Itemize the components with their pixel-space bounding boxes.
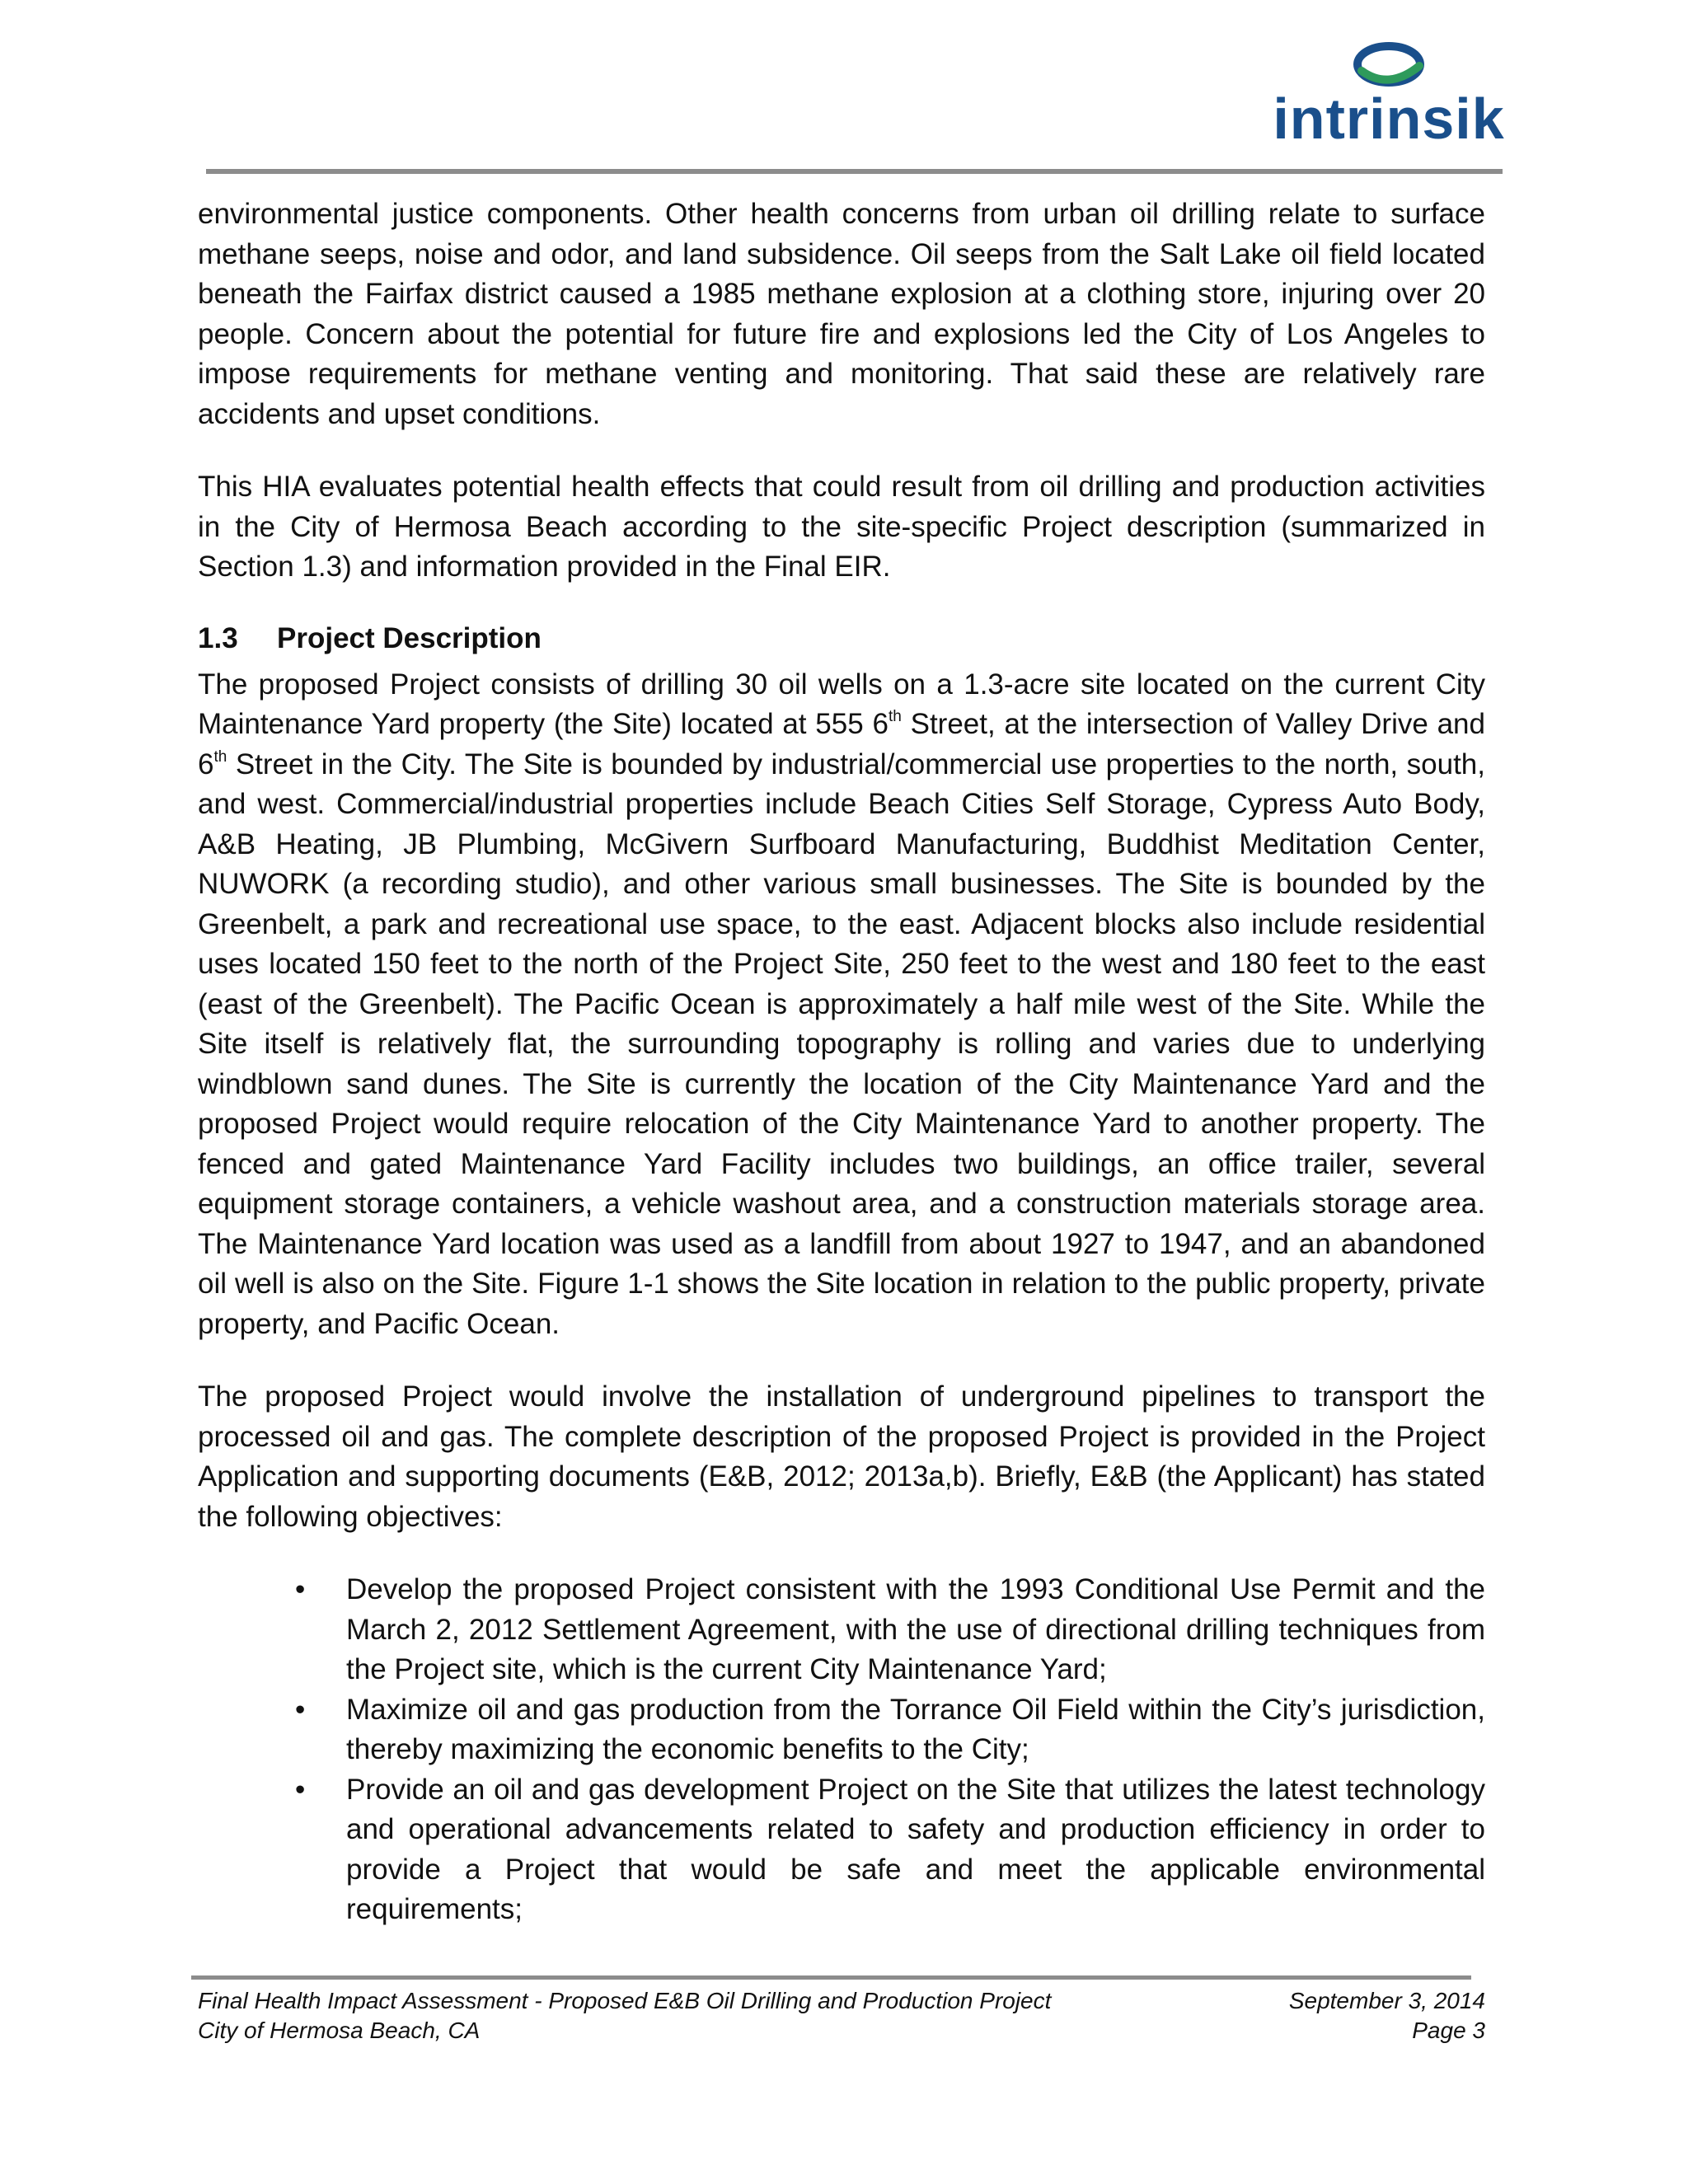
p3-text-c: Street in the City. The Site is bounded by industrial/commercial use properties to the north, south, and west. Commercial/industrial properties include Beach Cities Self Storage, Cypress Auto Body, A&B Heating, JB Plumbing, McGivern Surfboard Manufacturing, Buddhist Meditation Center, NUWORK (a recording studio), and other various small businesses. The Site is bounded by the Greenbelt, a park and recreational use space, to the east. Adjacent blocks also include residential uses located 150 feet to the north of the Project Site, 250 feet to the west and 180 feet to the east (east of the Greenbelt). The Pacific Ocean is approximately a half mile west of the Site. While the Site itself is relatively flat, the surrounding topography is rolling and varies due to underlying windblown sand dunes. The Site is currently the location of the City Maintenance Yard and the proposed Project would require relocation of the City Maintenance Yard to another property. The fenced and gated Maintenance Yard Facility includes two buildings, an office trailer, several equipment storage containers, a vehicle washout area, and a construction materials storage area. The Maintenance Yard location was used as a landfill from about 1927 to 1947, and an abandoned oil well is also on the Site. Figure 1-1 shows the Site location in relation to the public property, private property, and Pacific Ocean. bbox=[198, 748, 1485, 1340]
bullet-icon: • bbox=[295, 1693, 306, 1726]
p3-text-a: The proposed Project consists of drilling 30 oil wells on a 1.3-acre site located on the current City Maintenance Yard property (the Site) located at 555 6 bbox=[198, 668, 1485, 740]
list-item bbox=[198, 1570, 1485, 1690]
ordinal-superscript: th bbox=[213, 748, 227, 766]
section-heading bbox=[198, 619, 1485, 658]
list-item-text: Provide an oil and gas development Project on the Site that utilizes the latest technology and operational advancements related to safety and production efficiency in order to provide a Project that would be safe and meet the applicable environmental requirements; bbox=[346, 1773, 1485, 1925]
footer-page-number: Page 3 bbox=[1412, 2018, 1485, 2043]
logo-wordmark: intrinsik bbox=[1273, 87, 1505, 148]
intrinsik-logo bbox=[1269, 33, 1508, 148]
list-item-text: Develop the proposed Project consistent with the 1993 Conditional Use Permit and the March 2, 2012 Settlement Agreement, with the use of directional drilling techniques from the Project site, which is the current City Maintenance Yard; bbox=[346, 1573, 1485, 1685]
body-paragraph-2: This HIA evaluates potential health effects that could result from oil drilling and production activities in the City of Hermosa Beach according to the site-specific Project description (summarized in Section 1.3) and information provided in the Final EIR. bbox=[198, 471, 1485, 583]
list-item bbox=[198, 1690, 1485, 1770]
page-footer bbox=[198, 1986, 1485, 2046]
list-item-text: Maximize oil and gas production from the Torrance Oil Field within the City’s jurisdiction, thereby maximizing the economic benefits to the City; bbox=[346, 1693, 1485, 1765]
footer-location: City of Hermosa Beach, CA bbox=[198, 2018, 481, 2043]
ordinal-superscript: th bbox=[888, 708, 902, 725]
section-number: 1.3 bbox=[198, 621, 238, 654]
p3-text-b: Street, at the intersection of Valley Drive and 6 bbox=[198, 708, 1485, 780]
footer-rule bbox=[191, 1975, 1471, 1980]
body-paragraph-1: environmental justice components. Other health concerns from urban oil drilling relate to surface methane seeps, noise and odor, and land subsidence. Oil seeps from the Salt Lake oil field located beneath the Fairfax district caused a 1985 methane explosion at a clothing store, injuring over 20 people. Concern about the potential for future fire and explosions led the City of Los Angeles to impose requirements for methane venting and monitoring. That said these are relatively rare accidents and upset conditions. bbox=[198, 198, 1485, 430]
footer-document-title: Final Health Impact Assessment - Proposed E&B Oil Drilling and Production Project bbox=[198, 1988, 1052, 2013]
logo-swoosh-icon bbox=[1357, 46, 1420, 82]
objectives-list bbox=[198, 1570, 1485, 1930]
section-title: Project Description bbox=[277, 621, 542, 654]
page-body bbox=[198, 194, 1485, 1930]
list-item bbox=[198, 1770, 1485, 1930]
footer-date: September 3, 2014 bbox=[1288, 1988, 1485, 2013]
body-paragraph-4: The proposed Project would involve the installation of underground pipelines to transport the processed oil and gas. The complete description of the proposed Project is provided in the Project Application and supporting documents (E&B, 2012; 2013a,b). Briefly, E&B (the Applicant) has stated the following objectives: bbox=[198, 1380, 1485, 1533]
header-rule bbox=[206, 169, 1503, 174]
bullet-icon: • bbox=[295, 1573, 306, 1605]
bullet-icon: • bbox=[295, 1773, 306, 1806]
body-paragraph-3 bbox=[198, 665, 1485, 1345]
